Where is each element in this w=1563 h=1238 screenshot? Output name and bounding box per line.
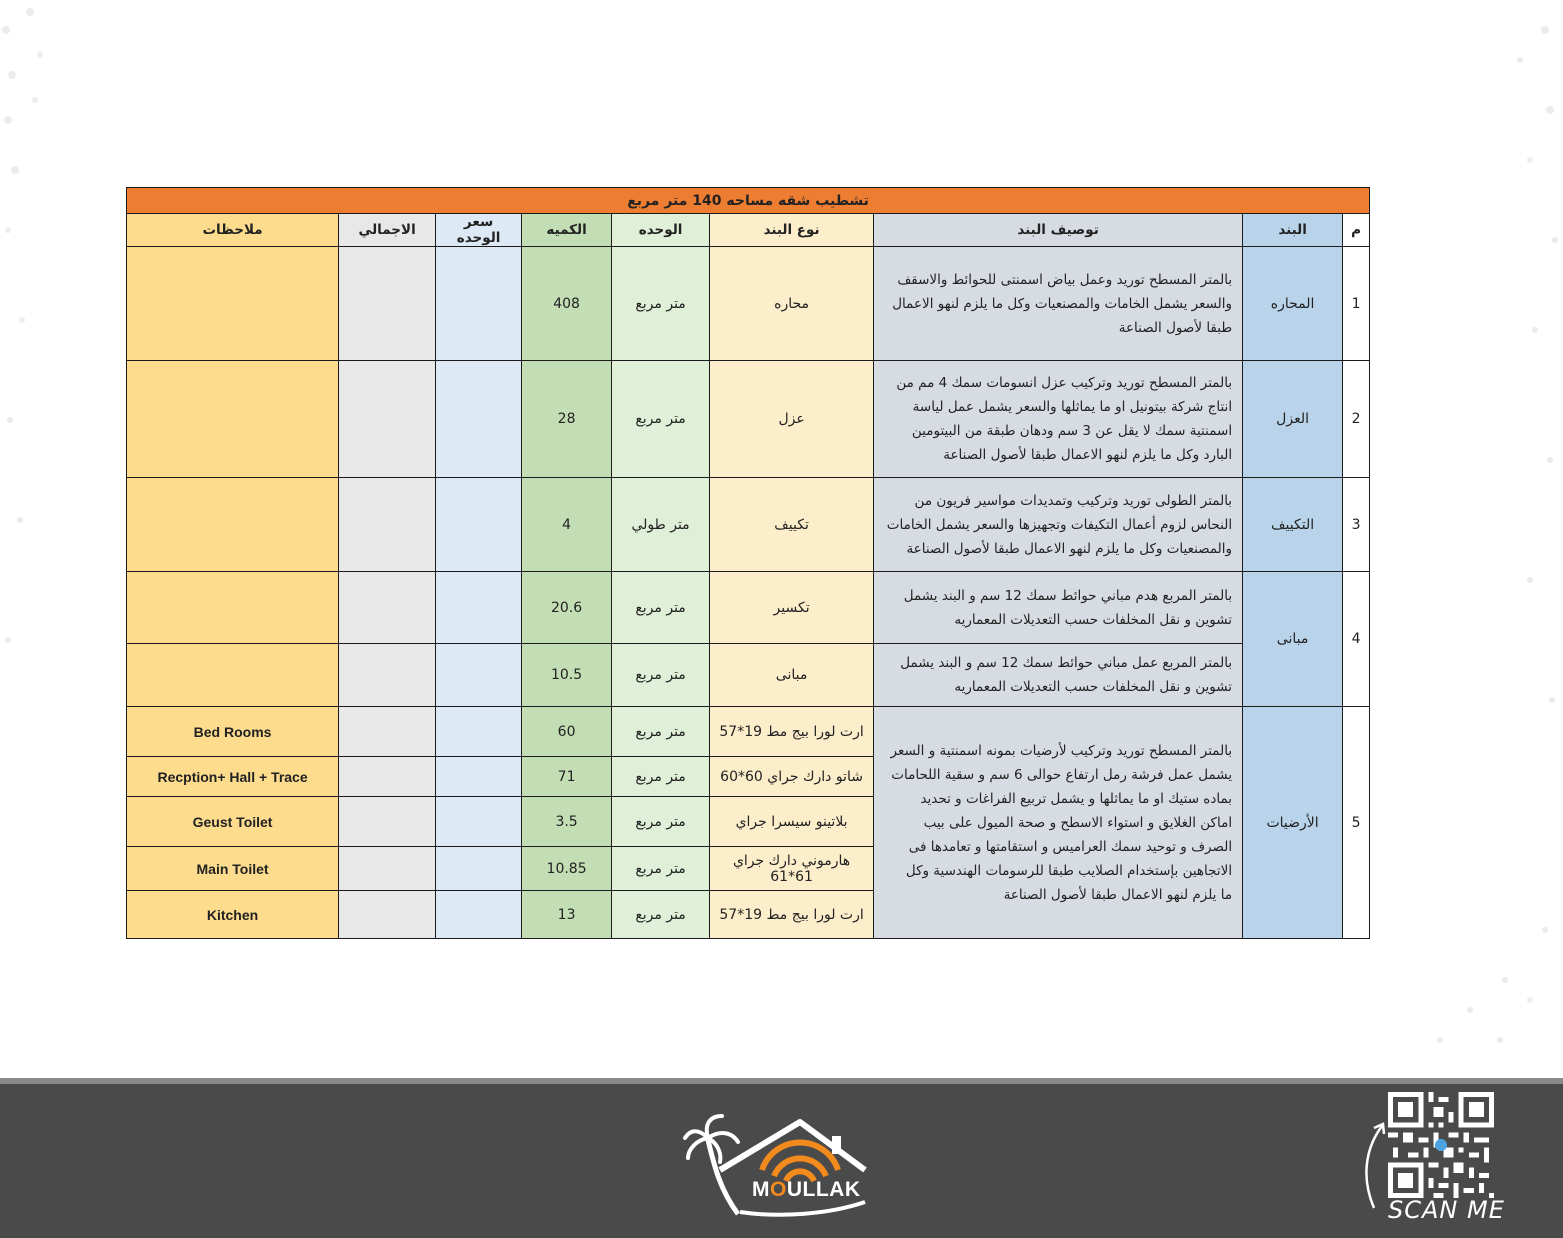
unit-price-cell[interactable] [436,247,522,361]
notes-cell[interactable]: Kitchen [127,891,339,939]
item-quantity: 28 [522,361,612,478]
unit-price-cell[interactable] [436,478,522,572]
notes-cell[interactable] [127,644,339,707]
item-type: ارت لورا بيج مط 19*57 [710,891,874,939]
house-palm-wifi-logo [680,1110,880,1220]
item-quantity: 13 [522,891,612,939]
total-cell[interactable] [339,757,436,797]
item-name: الأرضيات [1243,707,1343,939]
header-type: نوع البند [710,214,874,247]
item-name: مبانى [1243,572,1343,707]
unit-price-cell[interactable] [436,644,522,707]
table-row [127,361,1370,478]
header-total: الاجمالي [339,214,436,247]
notes-cell[interactable] [127,247,339,361]
item-type: بلاتينو سيسرا جراي [710,797,874,847]
total-cell[interactable] [339,361,436,478]
total-cell[interactable] [339,247,436,361]
row-number: 2 [1343,361,1370,478]
item-type: هارموني دارك جراي 61*61 [710,847,874,891]
item-quantity: 408 [522,247,612,361]
bill-of-quantities-table [126,187,1370,939]
item-description: بالمتر الطولى توريد وتركيب وتمديدات مواسير فريون من النحاس لزوم أعمال التكيفات وتجهيزها والسعر يشمل الخامات والمصنعيات وكل ما يلزم لنهو الاعمال طبقا لأصول الصناعة [874,478,1243,572]
total-cell[interactable] [339,891,436,939]
item-unit: متر مربع [612,797,710,847]
unit-price-cell[interactable] [436,707,522,757]
header-item: البند [1243,214,1343,247]
item-description: بالمتر المربع عمل مباني حوائط سمك 12 سم و البند يشمل تشوين و نقل المخلفات حسب التعديلات المعماريه [874,644,1243,707]
row-number: 4 [1343,572,1370,707]
item-quantity: 71 [522,757,612,797]
notes-cell[interactable] [127,572,339,644]
item-description: بالمتر المسطح توريد وعمل بياض اسمنتى للحوائط والاسقف والسعر يشمل الخامات والمصنعيات وكل ما يلزم لنهو الاعمال طبقا لأصول الصناعة [874,247,1243,361]
table-row [127,478,1370,572]
notes-cell[interactable] [127,478,339,572]
unit-price-cell[interactable] [436,361,522,478]
table-title: تشطيب شقه مساحه 140 متر مربع [127,188,1370,214]
item-type: محاره [710,247,874,361]
item-description: بالمتر المسطح توريد وتركيب لأرضيات بمونه اسمنتية و السعر يشمل عمل فرشة رمل ارتفاع حوالى 6 سم و سقية اللحامات بماده ستيك او ما يماثلها و يشمل تربيع الفراغات و تحديد اماكن الغلايق و استواء الاسطح و صحة الميول على بيب الصرف و توحيد سمك العرامیس و استقامتها و تعامدها فى الاتجاهين بإستخدام الصلايب طبقا للرسومات الهندسية وكل ما يلزم لنهو الاعمال طبقا لأصول الصناعة [874,707,1243,939]
row-number: 1 [1343,247,1370,361]
total-cell[interactable] [339,797,436,847]
unit-price-cell[interactable] [436,757,522,797]
row-number: 3 [1343,478,1370,572]
total-cell[interactable] [339,644,436,707]
item-quantity: 4 [522,478,612,572]
table-row [127,707,1370,757]
item-unit: متر مربع [612,247,710,361]
total-cell[interactable] [339,847,436,891]
item-unit: متر مربع [612,707,710,757]
unit-price-cell[interactable] [436,891,522,939]
table-row [127,572,1370,644]
row-number: 5 [1343,707,1370,939]
total-cell[interactable] [339,478,436,572]
item-quantity: 3.5 [522,797,612,847]
notes-cell[interactable] [127,361,339,478]
notes-cell[interactable]: Geust Toilet [127,797,339,847]
header-notes: ملاحظات [127,214,339,247]
notes-cell[interactable]: Bed Rooms [127,707,339,757]
table-row [127,644,1370,707]
table-row [127,247,1370,361]
header-row [127,214,1370,247]
item-type: مبانى [710,644,874,707]
item-type: شاتو دارك جراي 60*60 [710,757,874,797]
item-type: تكييف [710,478,874,572]
header-desc: توصيف البند [874,214,1243,247]
total-cell[interactable] [339,707,436,757]
header-m: م [1343,214,1370,247]
notes-cell[interactable]: Main Toilet [127,847,339,891]
item-unit: متر طولي [612,478,710,572]
item-description: بالمتر المسطح توريد وتركيب عزل انسومات سمك 4 مم من انتاج شركة بيتونيل او ما يماثلها والسعر يشمل عمل لياسة اسمنتية سمك لا يقل عن 3 سم ودهان طبقة من البيتومين البارد وكل ما يلزم لنهو الاعمال طبقا لأصول الصناعة [874,361,1243,478]
item-name: العزل [1243,361,1343,478]
unit-price-cell[interactable] [436,797,522,847]
item-unit: متر مربع [612,847,710,891]
notes-cell[interactable]: Recption+ Hall + Trace [127,757,339,797]
unit-price-cell[interactable] [436,847,522,891]
header-unit: الوحده [612,214,710,247]
header-price: سعر الوحده [436,214,522,247]
item-quantity: 60 [522,707,612,757]
item-quantity: 10.85 [522,847,612,891]
item-name: المحاره [1243,247,1343,361]
item-quantity: 10.5 [522,644,612,707]
unit-price-cell[interactable] [436,572,522,644]
qr-code[interactable] [1388,1092,1494,1198]
item-unit: متر مربع [612,361,710,478]
item-unit: متر مربع [612,757,710,797]
header-qty: الكميه [522,214,612,247]
item-name: التكييف [1243,478,1343,572]
item-type: عزل [710,361,874,478]
item-unit: متر مربع [612,891,710,939]
item-type: تكسير [710,572,874,644]
total-cell[interactable] [339,572,436,644]
item-type: ارت لورا بيج مط 19*57 [710,707,874,757]
item-quantity: 20.6 [522,572,612,644]
item-unit: متر مربع [612,644,710,707]
item-unit: متر مربع [612,572,710,644]
item-description: بالمتر المربع هدم مباني حوائط سمك 12 سم و البند يشمل تشوين و نقل المخلفات حسب التعديلات المعماريه [874,572,1243,644]
brand-name: MOULLAK [752,1178,861,1201]
scan-me-label: SCAN ME [1388,1196,1505,1224]
